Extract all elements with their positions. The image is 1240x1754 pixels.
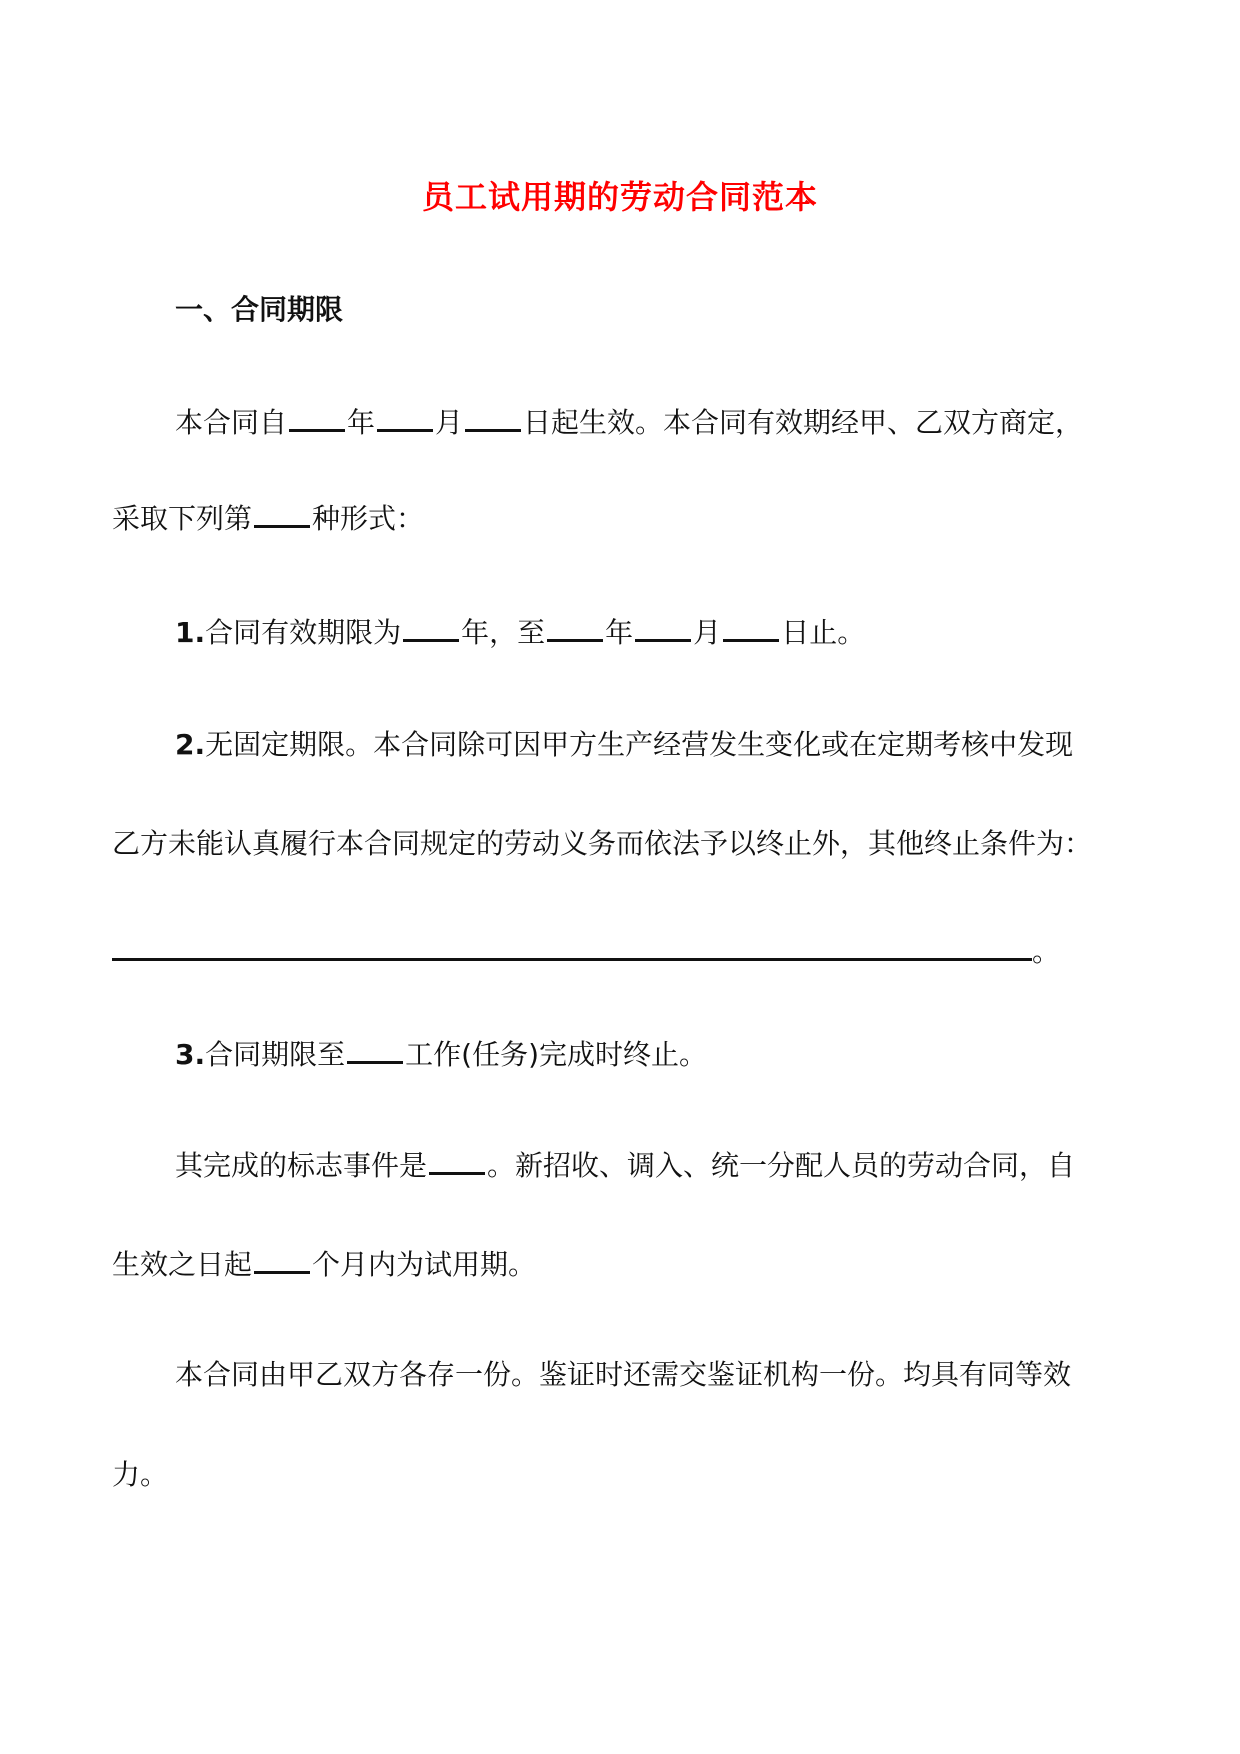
text-span: 月: [435, 406, 464, 439]
text-span: 月: [693, 616, 722, 649]
item-number: 3.: [175, 1038, 206, 1071]
paragraph-line: [175, 1355, 1071, 1395]
text-span: 本合同由甲乙双方各存一份。鉴证时还需交鉴证机构一份。均具有同等效: [175, 1358, 1072, 1391]
fill-blank: [635, 617, 691, 642]
fill-blank: [465, 407, 521, 432]
document-title: 员工试用期的劳动合同范本: [421, 178, 818, 216]
text-span: 乙方未能认真履行本合同规定的劳动义务而依法予以终止外，其他终止条件为：: [112, 827, 1093, 860]
paragraph-line: [112, 1245, 536, 1285]
fill-blank: [289, 407, 345, 432]
text-span: 本合同自: [175, 406, 288, 439]
item-number: 1.: [175, 616, 206, 649]
text-span: 。: [1032, 935, 1061, 968]
text-span: 年: [347, 406, 376, 439]
fill-blank: [723, 617, 779, 642]
text-span: 个月内为试用期。: [312, 1248, 537, 1281]
paragraph-line: [112, 1455, 168, 1495]
fill-blank: [403, 617, 459, 642]
text-span: 。新招收、调入、统一分配人员的劳动合同，自: [487, 1149, 1076, 1182]
text-span: 年，至: [461, 616, 546, 649]
text-span: 合同期限至: [205, 1038, 346, 1071]
fill-blank: [254, 503, 310, 528]
text-span: 日止。: [781, 616, 866, 649]
paragraph-line: [112, 499, 424, 539]
item-1-line: [175, 613, 865, 653]
paragraph-line: [175, 1146, 1075, 1186]
fill-blank: [429, 1150, 485, 1175]
text-span: 采取下列第: [112, 502, 253, 535]
fill-blank: [377, 407, 433, 432]
fill-blank: [347, 1039, 403, 1064]
text-span: 合同有效期限为: [205, 616, 402, 649]
text-span: 日起生效。本合同有效期经甲、乙双方商定，: [523, 406, 1084, 439]
section-heading: 一、合同期限: [175, 293, 344, 326]
text-span: 无固定期限。本合同除可因甲方生产经营发生变化或在定期考核中发现: [205, 728, 1074, 761]
item-2-line: [175, 725, 1073, 765]
paragraph-line: [112, 824, 1092, 864]
paragraph-line: [175, 403, 1083, 443]
item-number: 2.: [175, 728, 206, 761]
fill-blank: [254, 1249, 310, 1274]
long-fill-blank: [112, 936, 1032, 961]
text-span: 年: [605, 616, 634, 649]
item-3-line: [175, 1035, 707, 1075]
paragraph-line: [112, 932, 1060, 972]
text-span: 其完成的标志事件是: [175, 1149, 428, 1182]
text-span: 生效之日起: [112, 1248, 253, 1281]
text-span: 工作(任务)完成时终止。: [405, 1038, 707, 1071]
fill-blank: [547, 617, 603, 642]
text-span: 种形式：: [312, 502, 425, 535]
text-span: 力。: [112, 1458, 169, 1491]
